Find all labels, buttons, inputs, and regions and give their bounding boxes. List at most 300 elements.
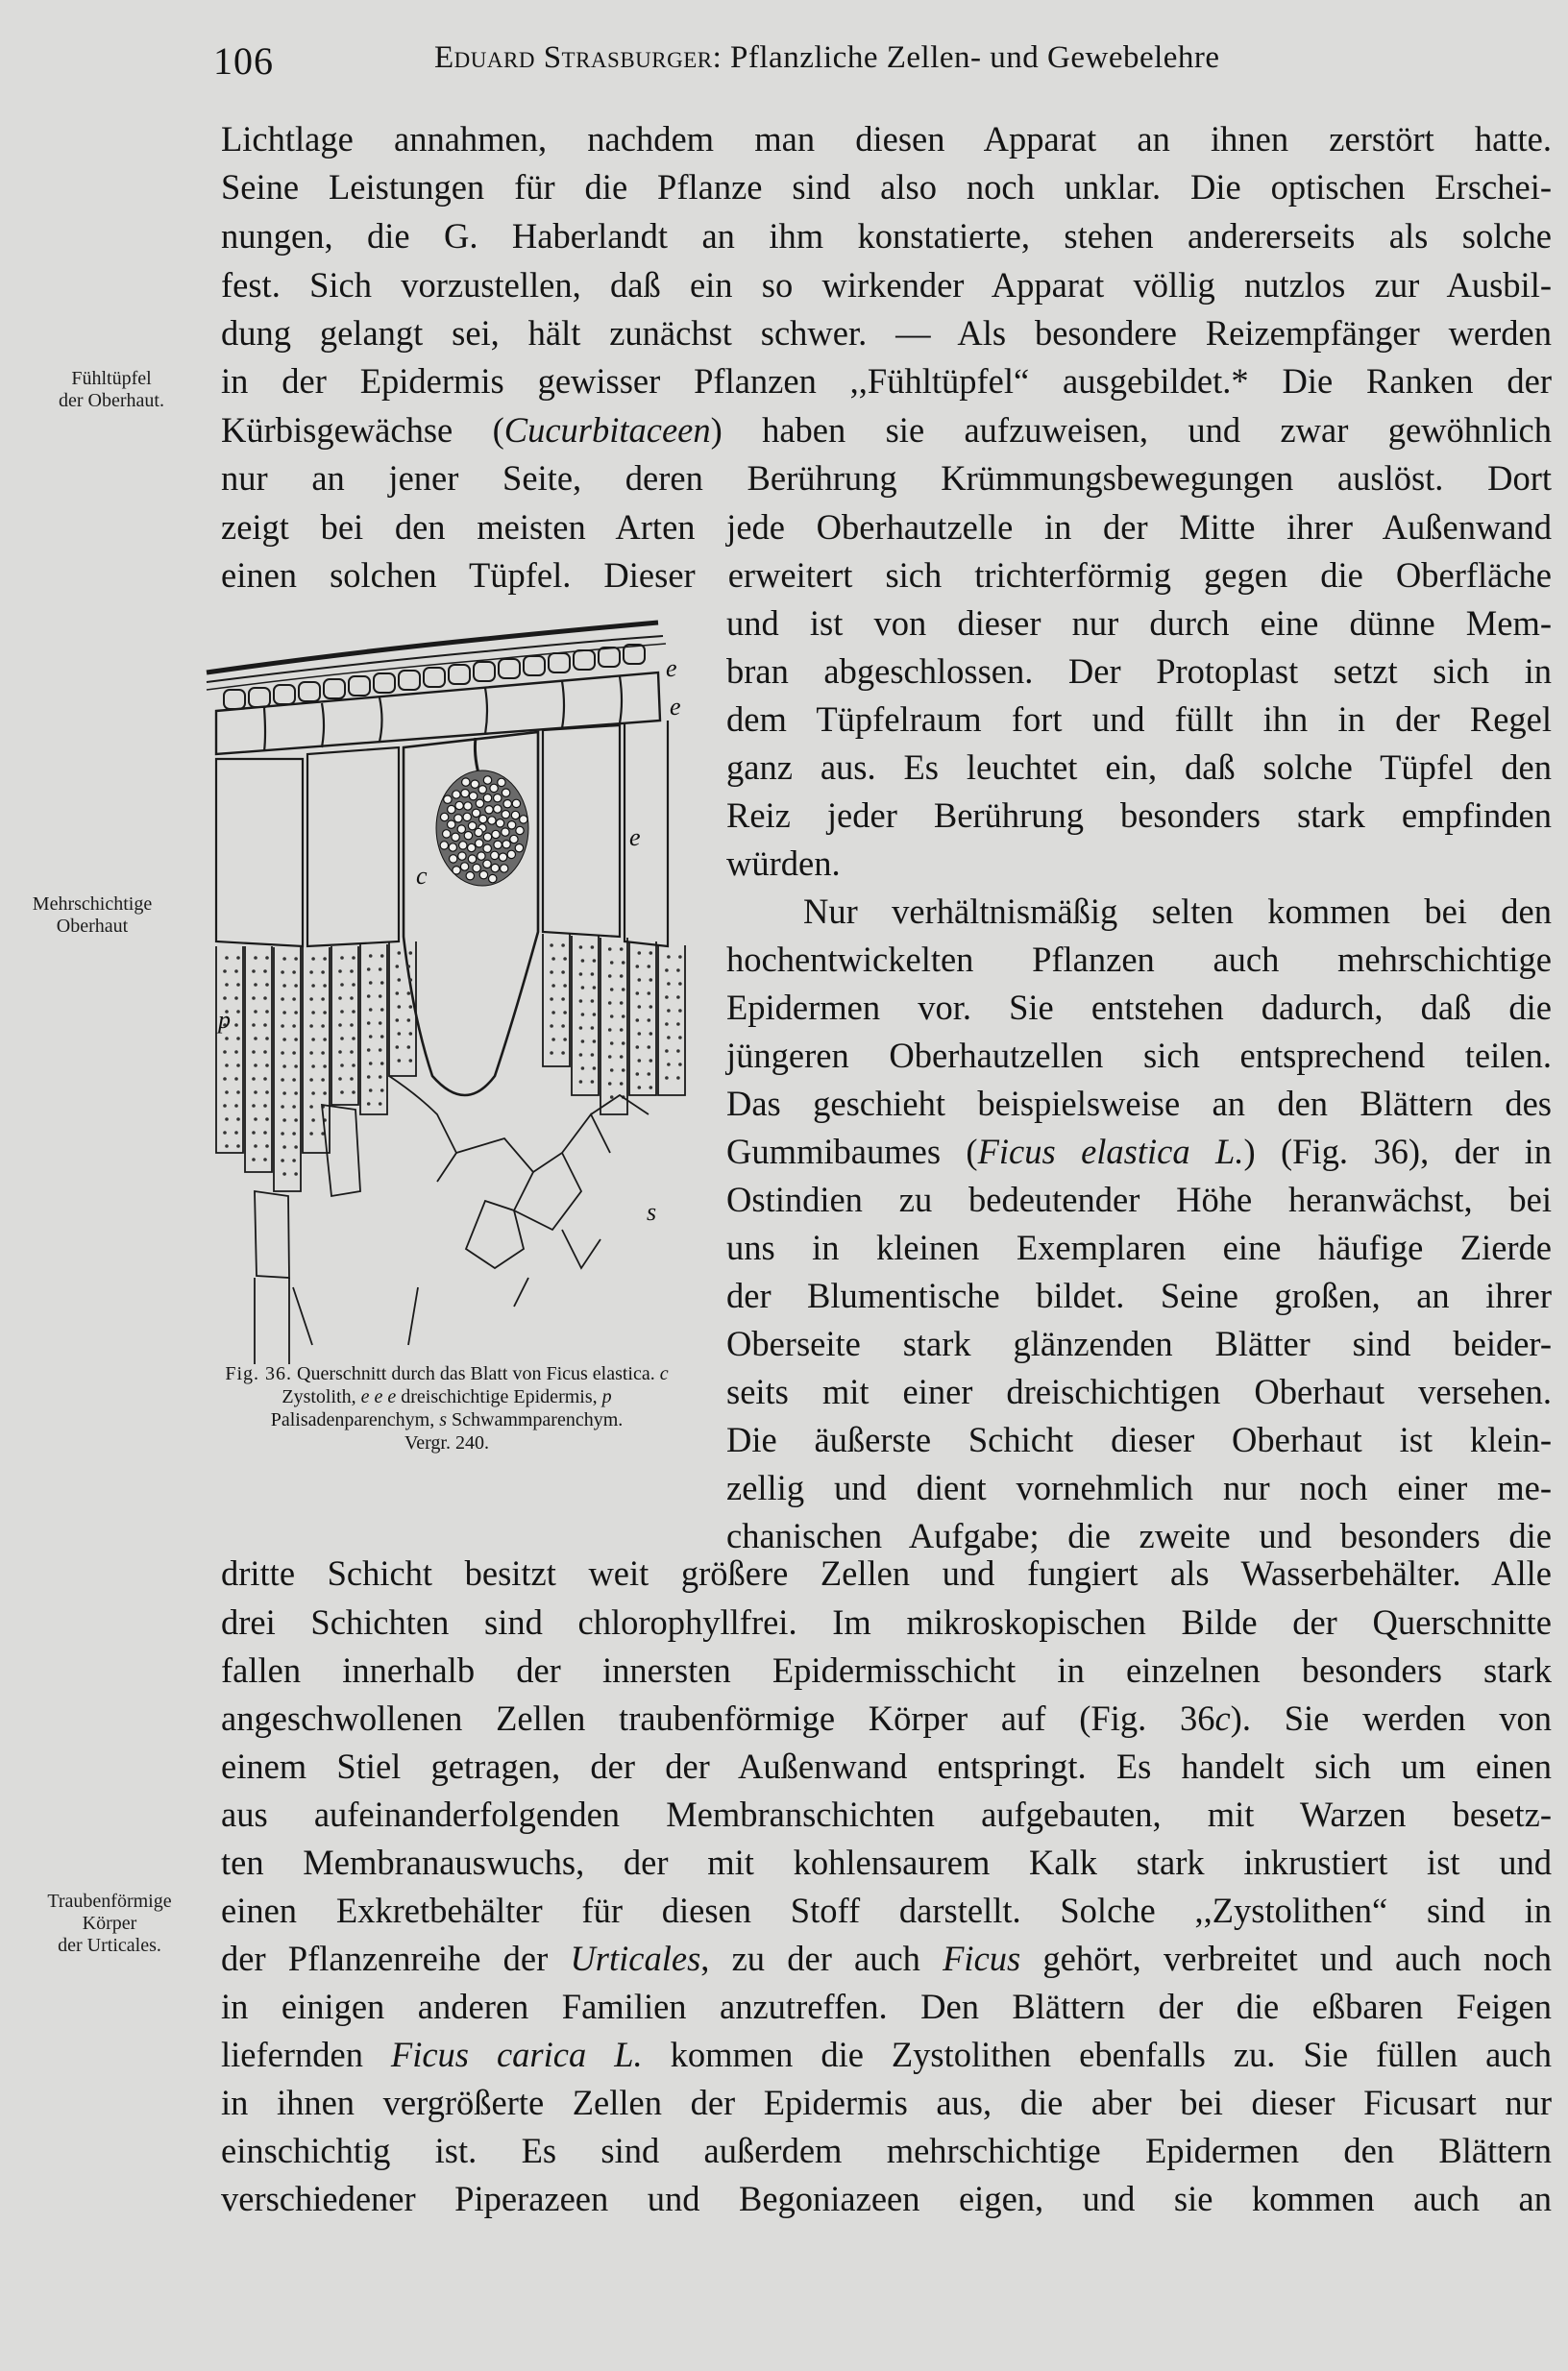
cystolith-wart xyxy=(464,802,472,810)
chloroplast-dot xyxy=(223,1104,227,1108)
chloroplast-dot xyxy=(281,1078,284,1082)
chloroplast-dot xyxy=(591,972,595,976)
text-line: uns in kleinen Exemplaren eine häufige Zierde xyxy=(726,1228,1552,1267)
chloroplast-dot xyxy=(311,1011,315,1014)
caption-italic: s xyxy=(439,1409,447,1430)
text-run: der Pflanzenreihe der xyxy=(221,1939,571,1978)
chloroplast-dot xyxy=(593,986,597,990)
chloroplast-dot xyxy=(648,991,651,995)
cystolith-wart xyxy=(476,799,483,807)
cystolith-wart xyxy=(483,794,491,802)
figure-label-p: p xyxy=(218,1006,231,1034)
caption-text: Querschnitt durch das Blatt von Ficus elastica. xyxy=(292,1363,660,1384)
chloroplast-dot xyxy=(591,945,595,949)
chloroplast-dot xyxy=(294,1091,298,1095)
chloroplast-dot xyxy=(367,1075,371,1079)
cystolith-wart xyxy=(488,817,496,824)
chloroplast-dot xyxy=(398,978,402,982)
figure-caption xyxy=(211,1362,682,1454)
chloroplast-dot xyxy=(265,983,269,987)
margin-note-fuehltuepfel xyxy=(25,368,198,412)
text-run: angeschwollenen Zellen traubenförmige Körper auf (Fig. 36 xyxy=(221,1699,1215,1738)
text-line: Epidermen vor. Sie entstehen dadurch, daß die xyxy=(726,988,1552,1027)
chloroplast-dot xyxy=(398,1059,402,1063)
chloroplast-dot xyxy=(581,1013,585,1016)
chloroplast-dot xyxy=(321,1051,325,1055)
chloroplast-dot xyxy=(323,1091,327,1095)
cystolith-wart xyxy=(461,790,469,797)
chloroplast-dot xyxy=(550,970,553,974)
text-run: ). Sie werden von xyxy=(1230,1699,1552,1738)
chloroplast-dot xyxy=(678,982,682,986)
cystolith-wart xyxy=(449,843,456,851)
italic-term: Ficus carica L. xyxy=(390,2035,643,2074)
text-line xyxy=(221,2031,1552,2079)
cystolith-wart xyxy=(452,833,459,841)
chloroplast-dot xyxy=(407,965,411,968)
chloroplast-dot xyxy=(579,999,583,1003)
chloroplast-dot xyxy=(352,1037,355,1040)
chloroplast-dot xyxy=(409,1059,413,1063)
chloroplast-dot xyxy=(225,1144,229,1148)
chloroplast-dot xyxy=(236,1117,240,1121)
chloroplast-dot xyxy=(581,1039,585,1043)
chloroplast-dot xyxy=(398,1032,402,1036)
chloroplast-dot xyxy=(323,1011,327,1014)
palisade-cell xyxy=(303,947,330,1153)
cystolith-wart xyxy=(475,828,482,836)
palisade-cell xyxy=(216,946,243,1153)
chloroplast-dot xyxy=(292,1078,296,1082)
chloroplast-dot xyxy=(263,1131,267,1135)
chloroplast-dot xyxy=(254,1090,257,1094)
chloroplast-dot xyxy=(294,984,298,988)
chloroplast-dot xyxy=(282,1091,286,1095)
figure-label-c: c xyxy=(416,862,428,890)
leaf-cross-section-figure xyxy=(197,615,687,1364)
chloroplast-dot xyxy=(581,959,585,963)
chloroplast-dot xyxy=(292,997,296,1001)
chloroplast-dot xyxy=(340,1010,344,1014)
chloroplast-dot xyxy=(350,996,354,1000)
chloroplast-dot xyxy=(636,965,640,968)
cystolith-wart xyxy=(502,841,510,848)
chloroplast-dot xyxy=(321,997,325,1001)
chloroplast-dot xyxy=(350,1023,354,1027)
chloroplast-dot xyxy=(620,1082,624,1086)
cystolith-wart xyxy=(458,852,466,860)
chloroplast-dot xyxy=(610,961,614,965)
caption-text: Zystolith, xyxy=(282,1386,361,1407)
caption-text: dreischichtige Epidermis, xyxy=(396,1386,602,1407)
text-line: Seine Leistungen für die Pflanze sind also noch unklar. Die optischen Erschei- xyxy=(221,167,1552,207)
cystolith-wart xyxy=(492,830,500,838)
text-line: verschiedener Piperazeen und Begoniazeen eigen, und sie kommen auch an xyxy=(221,2179,1552,2218)
chloroplast-dot xyxy=(638,978,642,982)
chloroplast-dot xyxy=(622,988,625,991)
chloroplast-dot xyxy=(265,1063,269,1067)
cystolith-wart xyxy=(472,809,479,817)
chloroplast-dot xyxy=(263,1023,267,1027)
chloroplast-dot xyxy=(294,1145,298,1149)
cystolith-wart xyxy=(489,874,497,882)
chloroplast-dot xyxy=(648,1018,651,1022)
chloroplast-dot xyxy=(294,1038,298,1041)
cystolith-wart xyxy=(463,813,471,820)
chloroplast-dot xyxy=(350,969,354,973)
cystolith-wart xyxy=(501,865,508,872)
chloroplast-dot xyxy=(593,959,597,963)
chloroplast-dot xyxy=(591,999,595,1003)
italic-term: c xyxy=(1214,1699,1231,1738)
cystolith-wart xyxy=(520,816,527,823)
chloroplast-dot xyxy=(608,1082,612,1086)
chloroplast-dot xyxy=(676,995,680,999)
chloroplast-dot xyxy=(676,1049,680,1053)
chloroplast-dot xyxy=(254,1010,257,1014)
page-header xyxy=(213,38,1443,96)
cystolith-wart xyxy=(454,815,462,822)
chloroplast-dot xyxy=(638,1086,642,1089)
chloroplast-dot xyxy=(254,1117,257,1121)
text-line: dritte Schicht besitzt weit größere Zellen und fungiert als Wasserbehälter. Alle xyxy=(221,1553,1552,1593)
figure-label-s: s xyxy=(647,1198,657,1226)
text-line: einschichtig ist. Es sind außerdem mehrschichtige Epidermen den Blättern xyxy=(221,2131,1552,2170)
chloroplast-dot xyxy=(678,1036,682,1039)
chloroplast-dot xyxy=(254,983,257,987)
chloroplast-dot xyxy=(292,1105,296,1109)
cystolith-wart xyxy=(464,832,472,840)
chloroplast-dot xyxy=(369,1008,373,1012)
chloroplast-dot xyxy=(263,1077,267,1081)
cystolith-wart xyxy=(440,813,448,820)
chloroplast-dot xyxy=(551,1011,555,1014)
chloroplast-dot xyxy=(340,1063,344,1067)
text-line: Nur verhältnismäßig selten kommen bei den xyxy=(803,892,1552,931)
chloroplast-dot xyxy=(225,1117,229,1121)
chloroplast-dot xyxy=(265,1010,269,1014)
cystolith-wart xyxy=(516,826,524,834)
chloroplast-dot xyxy=(678,1063,682,1066)
text-line: Ostindien zu bedeutender Höhe heranwächst, bei xyxy=(726,1180,1552,1219)
caption-italic: c xyxy=(659,1363,669,1384)
chloroplast-dot xyxy=(380,1062,384,1065)
chloroplast-dot xyxy=(398,1005,402,1009)
chloroplast-dot xyxy=(236,1037,240,1040)
chloroplast-dot xyxy=(563,984,567,988)
italic-term: Ficus xyxy=(943,1939,1021,1978)
chloroplast-dot xyxy=(593,1039,597,1043)
chloroplast-dot xyxy=(591,1053,595,1057)
chloroplast-dot xyxy=(281,1024,284,1028)
chloroplast-dot xyxy=(263,1104,267,1108)
chloroplast-dot xyxy=(407,1018,411,1022)
chloroplast-dot xyxy=(638,1032,642,1036)
text-line: in ihnen vergrößerte Zellen der Epidermis aus, die aber bei dieser Ficusart nur xyxy=(221,2083,1552,2122)
chloroplast-dot xyxy=(292,1159,296,1162)
text-run: ) (Fig. 36), der in xyxy=(1243,1132,1553,1171)
cystolith-wart xyxy=(471,780,478,788)
chloroplast-dot xyxy=(638,951,642,955)
chloroplast-dot xyxy=(234,969,238,973)
palisade-cell xyxy=(629,941,656,1095)
chloroplast-dot xyxy=(338,1050,342,1054)
chloroplast-dot xyxy=(352,956,355,960)
chloroplast-dot xyxy=(591,1026,595,1030)
chloroplast-dot xyxy=(649,1059,653,1063)
running-head xyxy=(434,40,1220,76)
text-line xyxy=(221,1695,1552,1743)
cystolith-wart xyxy=(453,867,460,874)
chloroplast-dot xyxy=(350,1077,354,1081)
chloroplast-dot xyxy=(225,983,229,987)
cystolith-wart xyxy=(502,811,509,819)
chloroplast-dot xyxy=(380,954,384,958)
chloroplast-dot xyxy=(265,1037,269,1040)
cystolith-wart xyxy=(448,805,455,813)
text-line xyxy=(221,1935,1552,1983)
chloroplast-dot xyxy=(294,1172,298,1176)
caption-text: Palisadenparenchym, xyxy=(270,1409,440,1430)
chloroplast-dot xyxy=(563,1011,567,1014)
cystolith-wart xyxy=(503,800,511,808)
text-line xyxy=(221,406,1552,454)
chloroplast-dot xyxy=(252,996,256,1000)
cystolith-wart xyxy=(491,864,499,871)
chloroplast-dot xyxy=(398,951,402,955)
chloroplast-dot xyxy=(610,1014,614,1018)
chloroplast-dot xyxy=(236,1144,240,1148)
chloroplast-dot xyxy=(579,1053,583,1057)
chloroplast-dot xyxy=(292,1024,296,1028)
text-line: fallen innerhalb der innersten Epidermisschicht in einzelnen besonders stark xyxy=(221,1650,1552,1690)
chloroplast-dot xyxy=(665,1076,669,1080)
chloroplast-dot xyxy=(667,1009,671,1013)
chloroplast-dot xyxy=(379,967,382,971)
chloroplast-dot xyxy=(311,1091,315,1095)
palisade-cell xyxy=(245,946,272,1172)
figure-label-e: e xyxy=(629,823,641,851)
chloroplast-dot xyxy=(409,1032,413,1036)
chloroplast-dot xyxy=(309,1105,313,1109)
chloroplast-dot xyxy=(579,1080,583,1084)
chloroplast-dot xyxy=(225,956,229,960)
palisade-cell xyxy=(360,944,387,1114)
chloroplast-dot xyxy=(648,965,651,968)
figure-number: Fig. 36. xyxy=(225,1363,293,1384)
chloroplast-dot xyxy=(281,970,284,974)
chloroplast-dot xyxy=(396,991,400,995)
chloroplast-dot xyxy=(379,1021,382,1025)
chloroplast-dot xyxy=(265,1117,269,1121)
chloroplast-dot xyxy=(252,1158,256,1161)
text-line: in einigen anderen Familien anzutreffen. Den Blättern der die eßbaren Feigen xyxy=(221,1987,1552,2026)
chloroplast-dot xyxy=(223,1050,227,1054)
chloroplast-dot xyxy=(561,1051,565,1055)
chloroplast-dot xyxy=(323,1064,327,1068)
cystolith-wart xyxy=(483,860,491,868)
text-run: kommen die Zystolithen ebenfalls zu. Sie füllen auch xyxy=(642,2035,1552,2074)
text-line: drei Schichten sind chlorophyllfrei. Im mikroskopischen Bilde der Querschnitte xyxy=(221,1602,1552,1642)
chloroplast-dot xyxy=(396,1018,400,1022)
chloroplast-dot xyxy=(622,1068,625,1072)
caption-text: Schwammparenchym. xyxy=(447,1409,624,1430)
chloroplast-dot xyxy=(379,1102,382,1106)
text-line: einen solchen Tüpfel. Dieser erweitert sich trichterförmig gegen die Oberfläche xyxy=(221,555,1552,595)
chloroplast-dot xyxy=(620,1055,624,1059)
chloroplast-dot xyxy=(676,968,680,972)
chloroplast-dot xyxy=(550,943,553,947)
chloroplast-dot xyxy=(593,1066,597,1070)
chloroplast-dot xyxy=(352,983,355,987)
chloroplast-dot xyxy=(254,1037,257,1040)
cystolith-wart xyxy=(460,863,468,870)
cystolith-wart xyxy=(478,852,485,860)
chloroplast-dot xyxy=(236,1010,240,1014)
chloroplast-dot xyxy=(323,1038,327,1041)
chloroplast-dot xyxy=(352,1063,355,1067)
text-line: Die äußerste Schicht dieser Oberhaut ist klein- xyxy=(726,1420,1552,1459)
chloroplast-dot xyxy=(551,1038,555,1041)
chloroplast-dot xyxy=(636,991,640,995)
chloroplast-dot xyxy=(340,983,344,987)
chloroplast-dot xyxy=(311,1118,315,1122)
cystolith-wart xyxy=(443,830,451,838)
chloroplast-dot xyxy=(254,956,257,960)
chloroplast-dot xyxy=(265,956,269,960)
italic-term: Ficus elastica L. xyxy=(977,1132,1244,1171)
cystolith-wart xyxy=(515,844,523,852)
chloroplast-dot xyxy=(561,1024,565,1028)
chloroplast-dot xyxy=(620,947,624,951)
chloroplast-dot xyxy=(352,1010,355,1014)
text-line: einen Exkretbehälter für diesen Stoff darstellt. Solche ,,Zystolithen“ sind in xyxy=(221,1891,1552,1930)
book-title: : Pflanzliche Zellen- und Gewebelehre xyxy=(712,40,1220,75)
chloroplast-dot xyxy=(294,1011,298,1014)
margin-note-line: Fühltüpfel xyxy=(71,368,152,389)
chloroplast-dot xyxy=(608,1028,612,1032)
cystolith-wart xyxy=(455,801,463,809)
text-line: zeigt bei den meisten Arten jede Oberhautzelle in der Mitte ihrer Außenwand xyxy=(221,507,1552,547)
text-run: Kürbisgewächse ( xyxy=(221,410,504,450)
chloroplast-dot xyxy=(350,1050,354,1054)
chloroplast-dot xyxy=(338,996,342,1000)
chloroplast-dot xyxy=(252,1023,256,1027)
chloroplast-dot xyxy=(263,1158,267,1161)
chloroplast-dot xyxy=(340,956,344,960)
chloroplast-dot xyxy=(610,1041,614,1045)
cystolith-wart xyxy=(499,853,506,861)
chloroplast-dot xyxy=(579,945,583,949)
chloroplast-dot xyxy=(369,954,373,958)
margin-note-line: Traubenförmige xyxy=(47,1891,172,1912)
chloroplast-dot xyxy=(610,1095,614,1099)
chloroplast-dot xyxy=(282,1172,286,1176)
chloroplast-dot xyxy=(321,1024,325,1028)
cystolith-wart xyxy=(459,842,467,849)
chloroplast-dot xyxy=(561,943,565,947)
chloroplast-dot xyxy=(309,1132,313,1136)
cystolith-wart xyxy=(440,842,448,849)
chloroplast-dot xyxy=(409,1005,413,1009)
chloroplast-dot xyxy=(263,1050,267,1054)
chloroplast-dot xyxy=(292,970,296,974)
chloroplast-dot xyxy=(369,1088,373,1092)
chloroplast-dot xyxy=(636,1072,640,1076)
text-line: nur an jener Seite, deren Berührung Krümmungsbewegungen auslöst. Dort xyxy=(221,458,1552,498)
chloroplast-dot xyxy=(636,1018,640,1022)
chloroplast-dot xyxy=(648,1072,651,1076)
text-line: einem Stiel getragen, der der Außenwand entspringt. Es handelt sich um einen xyxy=(221,1747,1552,1786)
text-line: nungen, die G. Haberlandt an ihm konstatierte, stehen andererseits als solche xyxy=(221,216,1552,256)
chloroplast-dot xyxy=(281,1159,284,1162)
chloroplast-dot xyxy=(282,1038,286,1041)
text-line: ten Membranauswuchs, der mit kohlensaurem Kalk stark inkrustiert ist und xyxy=(221,1843,1552,1882)
chloroplast-dot xyxy=(379,994,382,998)
chloroplast-dot xyxy=(676,1076,680,1080)
margin-note-traubenfoermige-koerper xyxy=(0,1891,219,1957)
cystolith-wart xyxy=(479,815,487,822)
text-line: Oberseite stark glänzenden Blätter sind beider- xyxy=(726,1324,1552,1363)
text-line: chanischen Aufgabe; die zweite und besonders die xyxy=(726,1516,1552,1555)
chloroplast-dot xyxy=(294,957,298,961)
chloroplast-dot xyxy=(550,1051,553,1055)
chloroplast-dot xyxy=(311,957,315,961)
chloroplast-dot xyxy=(321,1078,325,1082)
chloroplast-dot xyxy=(380,1088,384,1092)
chloroplast-dot xyxy=(608,947,612,951)
cystolith-wart xyxy=(448,820,455,828)
chloroplast-dot xyxy=(636,1045,640,1049)
chloroplast-dot xyxy=(367,1021,371,1025)
chloroplast-dot xyxy=(309,1024,313,1028)
margin-note-line: der Urticales. xyxy=(58,1935,161,1956)
chloroplast-dot xyxy=(369,981,373,985)
palisade-cell xyxy=(274,947,301,1191)
text-run: Gummibaumes ( xyxy=(726,1132,978,1171)
palisade-cell xyxy=(331,946,358,1105)
chloroplast-dot xyxy=(282,1011,286,1014)
chloroplast-dot xyxy=(236,1063,240,1067)
cystolith-wart xyxy=(476,840,483,847)
chloroplast-dot xyxy=(254,1144,257,1148)
chloroplast-dot xyxy=(665,995,669,999)
leaf-cross-section-drawing xyxy=(197,615,687,1364)
chloroplast-dot xyxy=(678,955,682,959)
chloroplast-dot xyxy=(281,1105,284,1109)
chloroplast-dot xyxy=(282,984,286,988)
chloroplast-dot xyxy=(407,1045,411,1049)
text-line: und ist von dieser nur durch eine dünne Mem- xyxy=(726,603,1552,643)
cystolith-wart xyxy=(510,835,518,843)
text-run: liefernden xyxy=(221,2035,391,2074)
cystolith-wart xyxy=(494,841,502,848)
text-line: Lichtlage annahmen, nachdem man diesen Apparat an ihnen zerstört hatte. xyxy=(221,119,1552,159)
chloroplast-dot xyxy=(380,1035,384,1039)
chloroplast-dot xyxy=(396,1045,400,1049)
figure-label-e: e xyxy=(666,654,677,682)
chloroplast-dot xyxy=(234,1023,238,1027)
chloroplast-dot xyxy=(223,996,227,1000)
margin-note-line: Mehrschichtige xyxy=(32,893,153,915)
italic-term: Cucurbitaceen xyxy=(503,410,711,450)
chloroplast-dot xyxy=(282,957,286,961)
cystolith-wart xyxy=(468,822,476,830)
text-line: seits mit einer dreischichtigen Oberhaut versehen. xyxy=(726,1372,1552,1411)
chloroplast-dot xyxy=(254,1063,257,1067)
text-line: in der Epidermis gewisser Pflanzen ,,Fühltüpfel“ ausgebildet.* Die Ranken der xyxy=(221,361,1552,401)
chloroplast-dot xyxy=(234,1077,238,1081)
